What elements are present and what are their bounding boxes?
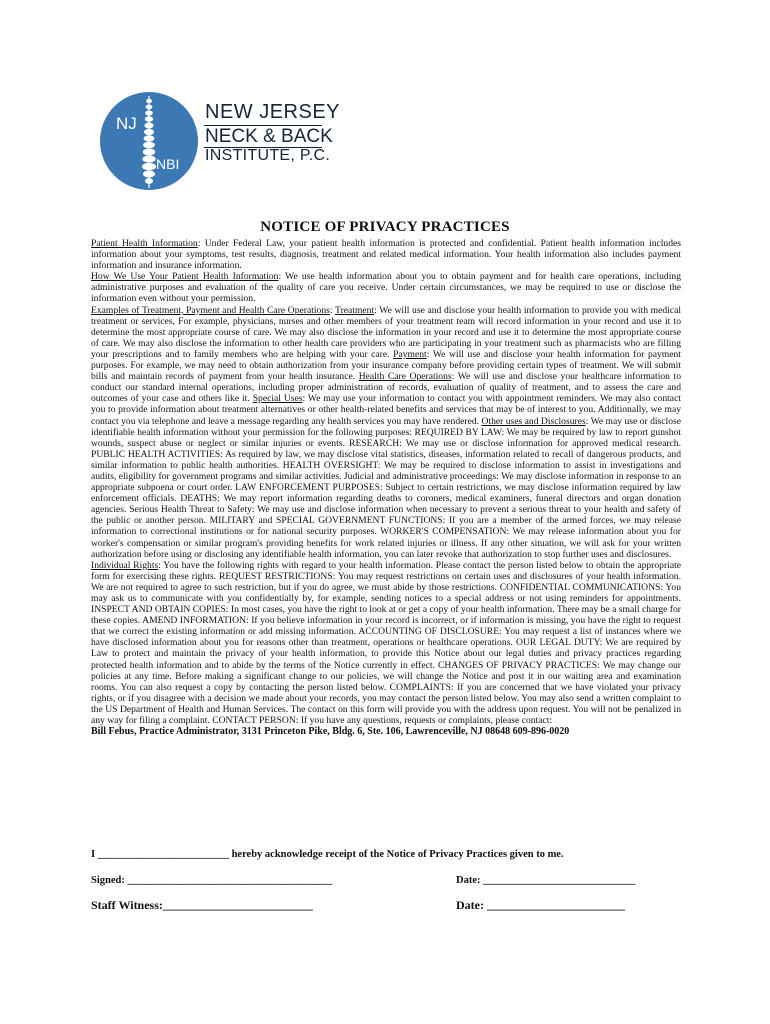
- section-heading: Examples of Treatment, Payment and Health Care Operations: [91, 304, 330, 316]
- section-heading: Treatment: [335, 304, 375, 316]
- rights-paragraph: [91, 560, 681, 726]
- section-heading: How We Use Your Patient Health Information: [91, 271, 279, 283]
- acknowledgment-line[interactable]: I _________________________ hereby acknowledge receipt of the Notice of Privacy Practices given to me.: [91, 849, 564, 860]
- use-paragraph: [91, 271, 681, 304]
- section-heading: Patient Health Information: [91, 238, 198, 249]
- page-title: NOTICE OF PRIVACY PRACTICES: [260, 219, 510, 235]
- phi-paragraph: [91, 238, 681, 271]
- signature-field[interactable]: Signed: _______________________________________: [91, 875, 333, 886]
- signature-date-field[interactable]: Date: _____________________________: [456, 875, 636, 886]
- monogram-nj: NJ: [116, 114, 137, 133]
- monogram-nbi: NBI: [156, 156, 180, 172]
- section-text: : Under Federal Law, your patient health information is protected and confidential. Patient health information includes information about your symptoms, test results, diagnosis, treatment and related medical information. Your health information also includes payment information and insurance information.: [91, 238, 681, 272]
- logo-name-line2: NECK & BACK: [205, 126, 333, 147]
- section-text: : We may use or disclose identifiable health information without your permission for the following purposes: REQUIRED BY LAW: We may be required by law to report gunshot wounds, suspect abuse or neglect or similar injuries or events. RESEARCH: We may use or disclose information for approved medical research. PUBLIC HEALTH ACTIVITIES: As required by law, we may disclose vital statistics, diseases, information related to recall of dangerous products, and similar information to public health authorities. HEALTH OVERSIGHT: We may be required to disclose information to assist in investigations and audits, eligibility for government programs and similar activities. Judicial and administrative proceedings: We may disclose information in response to an appropriate subpoena or court order. LAW ENFORCEMENT PURPOSES: Subject to certain restrictions, we may disclose information required by law enforcement officials. DEATHS: We may report information regarding deaths to coroners, medical examiners, funeral directors and organ donation agencies. Serious Health Threat to Safety: We may use and disclose information when necessary to prevent a serious threat to your health and safety of the public or another person. MILITARY and SPECIAL GOVERNMENT FUNCTIONS: If you are a member of the armed forces, we may release information to correctional institutions or for national security purposes. WORKER'S COMPENSATION: We may release information about you for worker's compensation or similar program's providing benefits for work related injuries or illness. If any other situation, we will ask for your written authorization before using or disclosing any identifiable health information, you can later revoke that authorization to stop further uses and disclosures.: [91, 415, 681, 560]
- examples-paragraph: Examples of Treatment, Payment and Health Care Operations: Treatment: We will use and disclose your health information to provide you with medical treatment or services, For example, physicians, nurses and other members of your treatment team will record information in your record and use it to determine the most appropriate course of care. We may also disclose the information in your record and use it to determine the most appropriate course of care. We may also disclose the information to other health care providers who are participating in your treatment such as pharmacists who are filling your prescriptions and to family members who are helping with your care. Payment: We will use and disclose your health information for payment purposes. For example, we may need to obtain authorization from your insurance company before providing certain types of treatment. We will submit bills and maintain records of payment from your health insurance. Health Care Operations: We will use and disclose your healthcare information to conduct our standard internal operations, including proper administration of records, evaluation of quality of treatment, and to assess the care and outcomes of your case and others like it. Special Uses: We may use your information to contact you with appointment reminders. We may also contact you to provide information about treatment alternatives or other health-related benefits and services that may be of interest to you. Additionally, we may contact you via telephone and leave a message regarding any health services you may have rendered. Other uses and Disclosures: We may use or disclose identifiable health information without your permission for the following purposes: REQUIRED BY LAW: We may be required by law to report gunshot wounds, suspect abuse or neglect or similar injuries or events. RESEARCH: We may use or disclose information for approved medical research. PUBLIC HEALTH ACTIVITIES: As required by law, we may disclose vital statistics, diseases, information related to recall of dangerous products, and similar information to public health authorities. HEALTH OVERSIGHT: We may be required to disclose information to assist in investigations and audits, eligibility for government programs and similar activities. Judicial and administrative proceedings: We may disclose information in response to an appropriate subpoena or court order. LAW ENFORCEMENT PURPOSES: Subject to certain restrictions, we may disclose information required by law enforcement officials. DEATHS: We may report information regarding deaths to coroners, medical examiners, funeral directors and organ donation agencies. Serious Health Threat to Safety: We may use and disclose information when necessary to prevent a serious threat to your health and safety of the public or another person. MILITARY and SPECIAL GOVERNMENT FUNCTIONS: If you are a member of the armed forces, we may release information to correctional institutions or for national security purposes. WORKER'S COMPENSATION: We may release information about you for worker's compensation or similar program's providing benefits for work related injuries or illness. If any other situation, we will ask for your written authorization before using or disclosing any identifiable health information, you can later revoke that authorization to stop further uses and disclosures.: [91, 304, 682, 560]
- section-text: : We will use and disclose your health information to provide you with medical treatment or services, For example, physicians, nurses and other members of your treatment team will record information in your record and use it to determine the most appropriate course of care. We may also disclose the information in your record and use it to determine the most appropriate course of care. We may also disclose the information to other health care providers who are participating in your treatment such as pharmacists who are filling your prescriptions and to family members who are helping with your care.: [91, 304, 682, 360]
- section-text: : We may use your information to contact you with appointment reminders. We may also contact you to provide information about treatment alternatives or other health-related benefits and services that may be of interest to you. Additionally, we may contact you via telephone and leave a message regarding any health services you may have rendered.: [91, 393, 681, 427]
- section-heading: Health Care Operations: [358, 371, 452, 383]
- logo-name-line1: NEW JERSEY: [205, 101, 341, 123]
- contact-line: Bill Febus, Practice Administrator, 3131 Princeton Pike, Bldg. 6, Ste. 106, Lawrenceville, NJ 08648 609-896-0020: [91, 726, 570, 738]
- notice-body: [91, 238, 681, 737]
- institute-logo: [100, 92, 341, 202]
- section-text: : We will use and disclose your healthcare information to conduct our standard internal operations, including proper administration of records, evaluation of quality of treatment, and to assess the care and outcomes of your case and others like it.: [91, 371, 681, 405]
- section-text: : We use health information about you to obtain payment and for health care operations, including administrative purposes and evaluation of the quality of care you receive. Under certain circumstances, we may be required to use or disclose the information even without your permission.: [91, 271, 681, 305]
- staff-witness-field[interactable]: Staff Witness:_________________________: [91, 898, 313, 912]
- section-heading: Individual Rights: [91, 559, 159, 571]
- spine-icon: [100, 92, 200, 192]
- section-heading: Special Uses: [252, 393, 303, 405]
- witness-date-field[interactable]: Date: _______________________: [456, 898, 625, 912]
- logo-name-line3: INSTITUTE, P.C.: [205, 147, 331, 164]
- section-text: : We will use and disclose your health information for payment purposes. For example, we may need to obtain authorization from your insurance company before providing certain types of treatment. We will submit bills and maintain records of payment from your health insurance.: [91, 348, 681, 383]
- section-text: : You have the following rights with regard to your health information. Please contact the person listed below to obtain the appropriate form for exercising these rights. REQUEST RESTRICTIONS: You may request restrictions on certain uses and disclosures of your health information. We are not required to agree to such restriction, but if you do agree, we must abide by those restrictions. CONFIDENTIAL COMMUNICATIONS: You may ask us to communicate with you confidentially by, for example, sending notices to a special address or not using reminders for appointments. INSPECT AND OBTAIN COPIES: In most cases, you have the right to look at or get a copy of your health information. There may be a small charge for these copies. AMEND INFORMATION: If you believe information in your record is incorrect, or if information is missing, you have the right to request that we correct the existing information or add missing information. ACCOUNTING OF DISCLOSURE: You may request a list of instances where we have disclosed information about you for reasons other than treatment, operations or healthcare operations. OUR LEGAL DUTY: We are required by Law to protect and maintain the privacy of your health information, to provide this Notice about our legal duties and privacy practices regarding protected health information and to abide by the terms of the Notice currently in effect. CHANGES OF PRIVACY PRACTICES: We may change our policies at any time. Before making a significant change to our policies, we will change the Notice and post it in our waiting area and examination rooms. You can also request a copy by contacting the person listed below. COMPLAINTS: If you are concerned that we have violated your privacy rights, or if you disagree with a decision we made about your records, you may contact the person listed below. You may also send a written complaint to the US Department of Health and Human Services. The contact on this form will provide you with the address upon request. You will not be penalized in any way for filing a complaint. CONTACT PERSON: If you have any questions, requests or complaints, please contact:: [91, 559, 681, 727]
- section-heading: Payment: [393, 348, 427, 360]
- section-heading: Other uses and Disclosures: [481, 415, 586, 427]
